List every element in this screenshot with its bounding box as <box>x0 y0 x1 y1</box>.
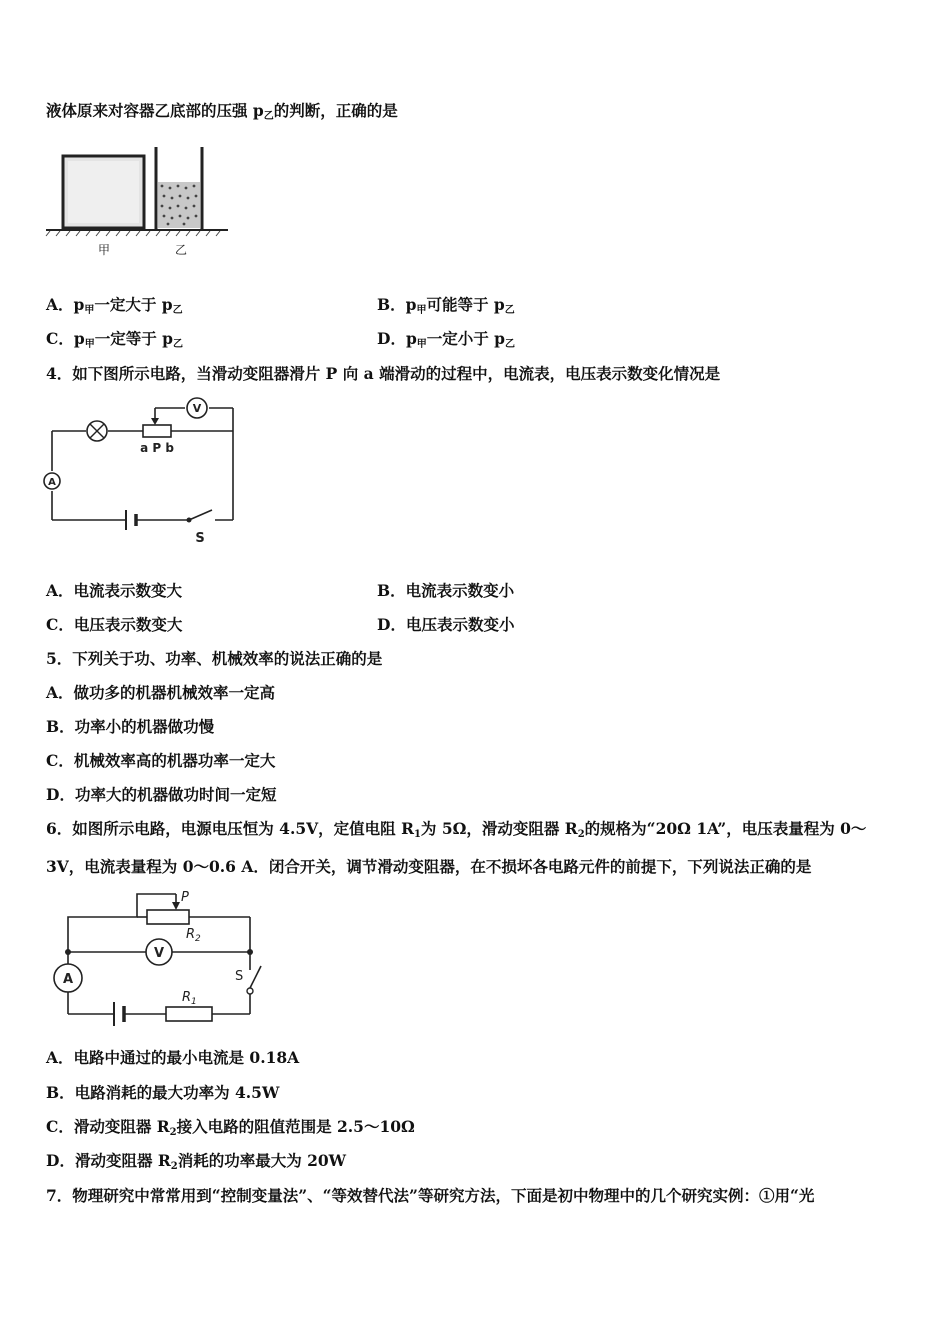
q3-figure <box>44 144 230 260</box>
slider-arrow-icon <box>151 418 159 425</box>
battery-icon <box>126 510 136 530</box>
svg-text:V: V <box>153 946 165 961</box>
svg-text:S: S <box>235 969 244 984</box>
q6-option-c: C．滑动变阻器 $R_2$接入电路的阻值范围是 2.5～10Ω <box>46 1117 415 1138</box>
q4-option-c: C．电压表示数变大 <box>46 615 183 634</box>
lamp-icon <box>87 421 107 441</box>
q3-option-a: A．$p_甲$一定大于 $p_乙$ <box>46 295 183 316</box>
slider-arrow-icon <box>172 902 180 910</box>
switch-icon <box>187 510 213 523</box>
q4-option-a: A．电流表示数变大 <box>46 581 183 600</box>
q4-circuit-figure <box>40 394 240 546</box>
switch-icon <box>247 966 261 994</box>
q5-stem: 5．下列关于功、功率、机械效率的说法正确的是 <box>46 649 383 668</box>
q6-option-b: B．电路消耗的最大功率为 4.5W <box>46 1083 280 1102</box>
q3-stem: 液体原来对容器乙底部的压强 $p_乙$的判断，正确的是 <box>46 101 398 122</box>
q6-option-d: D．滑动变阻器 $R_2$消耗的功率最大为 20W <box>46 1151 347 1172</box>
q7-stem: 7．物理研究中常常用到“控制变量法”、“等效替代法”等研究方法，下面是初中物理中的几个研究实例：①用“光 <box>46 1186 815 1205</box>
switch-label: S <box>195 531 205 546</box>
q4-option-b: B．电流表示数变小 <box>377 581 515 600</box>
resistor-r1 <box>166 1007 212 1021</box>
q5-option-a: A．做功多的机器机械效率一定高 <box>46 683 276 702</box>
q4-option-d: D．电压表示数变小 <box>377 615 515 634</box>
q5-option-b: B．功率小的机器做功慢 <box>46 717 215 736</box>
svg-text:A: A <box>48 477 56 488</box>
q6-stem-line2: 3V，电流表量程为 0～0.6 A．闭合开关，调节滑动变阻器，在不损坏各电路元件的前提下，下列说法正确的是 <box>46 857 812 876</box>
svg-text:P: P <box>181 890 189 905</box>
battery-icon <box>114 1002 124 1026</box>
q4-stem: 4．如下图所示电路，当滑动变阻器滑片 P 向 a 端滑动的过程中，电流表，电压表示数变化情况是 <box>46 364 721 383</box>
q5-option-c: C．机械效率高的机器功率一定大 <box>46 751 276 770</box>
svg-text:V: V <box>192 402 202 415</box>
label-yi: 乙 <box>174 243 188 257</box>
q6-circuit-figure <box>44 888 269 1034</box>
svg-text:R1: $R_1$ <box>182 990 197 1007</box>
q3-option-b: B．$p_甲$可能等于 $p_乙$ <box>377 295 515 316</box>
rheostat-label: a P b <box>140 441 174 455</box>
rheostat <box>143 425 171 437</box>
label-jia: 甲 <box>97 243 111 257</box>
resistor-r2 <box>147 910 189 924</box>
q3-option-d: D．$p_甲$一定小于 $p_乙$ <box>377 329 516 350</box>
svg-text:A: A <box>62 972 74 987</box>
q6-option-a: A．电路中通过的最小电流是 0.18A <box>46 1048 300 1067</box>
q6-stem-line1: 6．如图所示电路，电源电压恒为 4.5V，定值电阻 $R_1$为 5Ω，滑动变阻器 $R_2$的规格为“20Ω 1A”，电压表量程为 0～ <box>46 819 867 840</box>
svg-text:R2: $R_2$ <box>186 927 201 944</box>
q5-option-d: D．功率大的机器做功时间一定短 <box>46 785 277 804</box>
q3-option-c: C．$p_甲$一定等于 $p_乙$ <box>46 329 183 350</box>
